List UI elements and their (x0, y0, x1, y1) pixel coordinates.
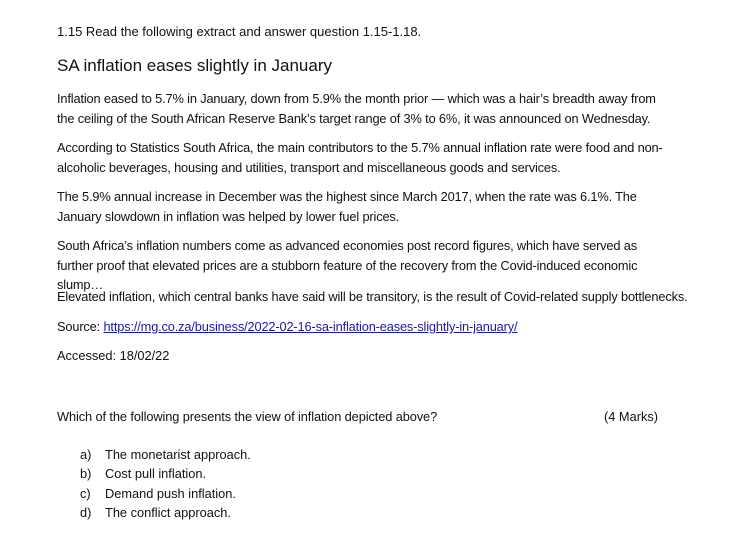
question-intro: 1.15 Read the following extract and answer question 1.15-1.18. (57, 24, 422, 39)
article-paragraph-4: South Africa’s inflation numbers come as advanced economies post record figures, which have served as further proof that elevated prices are a stubborn feature of the recovery from the Covid-induced economic slump… (57, 238, 638, 292)
answer-options (80, 445, 251, 522)
answer-option-c (80, 484, 251, 503)
option-letter: a) (80, 447, 92, 462)
answer-option-b (80, 464, 251, 483)
article-paragraph-1: Inflation eased to 5.7% in January, down from 5.9% the month prior — which was a hair’s breadth away from the ceiling of the South African Reserve Bank’s target range of 3% to 6%, it was announced on Wednesday. (57, 91, 656, 126)
option-letter: c) (80, 485, 91, 501)
option-text: The monetarist approach. (105, 447, 251, 462)
option-text: The conflict approach. (105, 504, 231, 520)
option-letter: b) (80, 466, 92, 482)
source-line (57, 317, 517, 336)
source-label: Source: (57, 319, 104, 334)
answer-option-d (80, 503, 251, 522)
answer-option-a (80, 445, 251, 464)
article-paragraph-3: The 5.9% annual increase in December was the highest since March 2017, when the rate was 6.1%. The January slowdown in inflation was helped by lower fuel prices. (57, 189, 637, 224)
option-letter: d) (80, 504, 92, 520)
option-text: Demand push inflation. (105, 485, 236, 501)
article-title: SA inflation eases slightly in January (57, 56, 332, 75)
source-link[interactable]: https://mg.co.za/business/2022-02-16-sa-inflation-eases-slightly-in-january/ (103, 319, 518, 334)
question-text: Which of the following presents the view of inflation depicted above? (57, 409, 438, 424)
article-paragraph-5: Elevated inflation, which central banks have said will be transitory, is the result of Covid-related supply bottlenecks. (57, 289, 688, 304)
article-paragraph-2: According to Statistics South Africa, the main contributors to the 5.7% annual inflation rate were food and non-alcoholic beverages, housing and utilities, transport and miscellaneous goods and services. (57, 140, 663, 175)
option-text: Cost pull inflation. (105, 466, 207, 482)
question-marks: (4 Marks) (604, 409, 659, 424)
accessed-date: Accessed: 18/02/22 (57, 348, 170, 363)
